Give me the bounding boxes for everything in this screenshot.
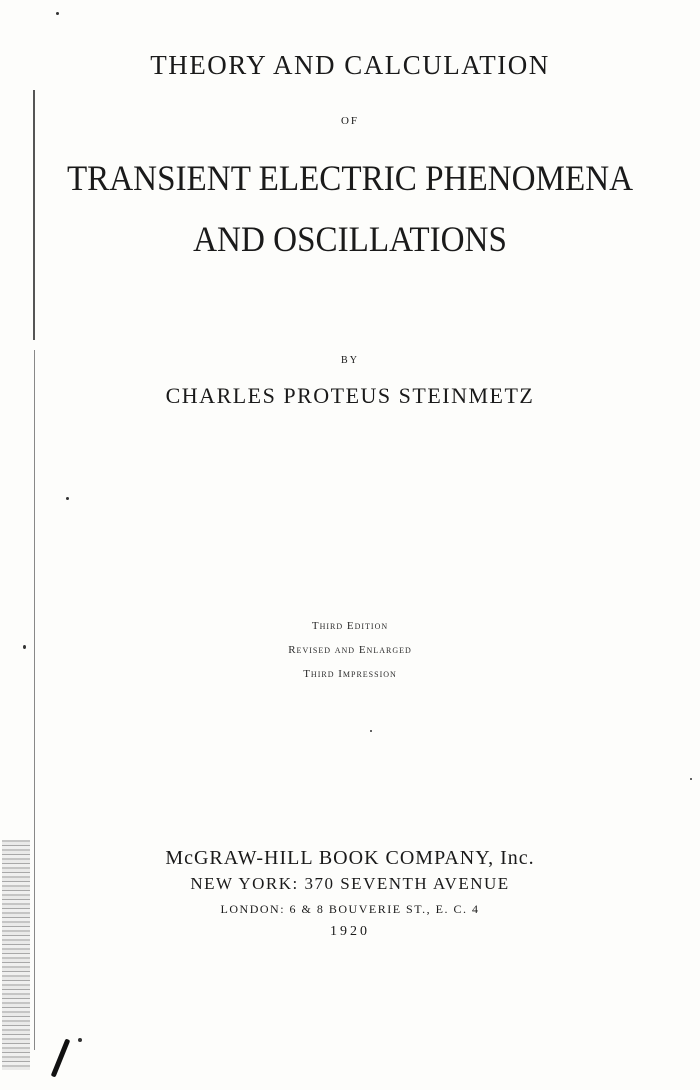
publisher-london-address: LONDON: 6 & 8 BOUVERIE ST., E. C. 4	[220, 902, 480, 916]
publication-year: 1920	[330, 924, 370, 939]
publisher-name: McGRAW-HILL BOOK COMPANY, Inc.	[165, 847, 535, 869]
publisher-address: NEW YORK: 370 SEVENTH AVENUE	[190, 874, 510, 893]
scan-speck	[370, 730, 372, 732]
gutter-edge-line	[34, 350, 35, 1050]
byline-by: BY	[341, 355, 359, 366]
title-of: OF	[340, 115, 360, 127]
title-line-2: TRANSIENT ELECTRIC PHENOMENA	[66, 158, 634, 198]
scan-speck	[56, 12, 59, 15]
edition-line-1: Third Edition	[311, 620, 389, 632]
title-line-3: AND OSCILLATIONS	[193, 219, 507, 259]
title-line-1: THEORY AND CALCULATION	[150, 50, 550, 80]
author-name: CHARLES PROTEUS STEINMETZ	[165, 383, 535, 408]
edition-line-2: Revised and Enlarged	[288, 644, 412, 656]
scan-speck	[66, 497, 69, 500]
edition-line-3: Third Impression	[303, 668, 397, 680]
gutter-edge-line	[33, 90, 35, 340]
ink-mark	[51, 1039, 71, 1078]
scan-speck	[78, 1038, 82, 1042]
scan-speck	[690, 778, 692, 780]
